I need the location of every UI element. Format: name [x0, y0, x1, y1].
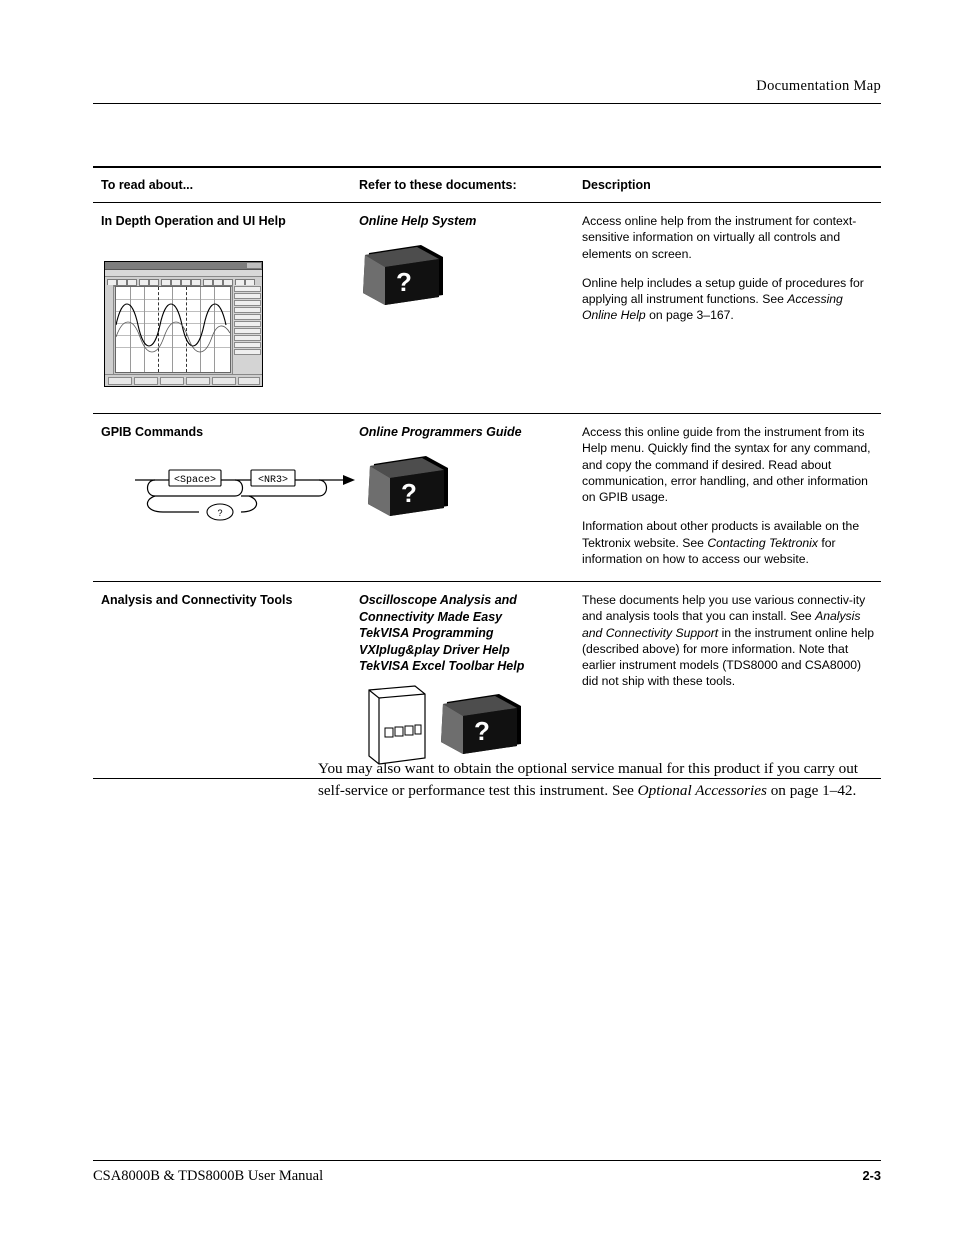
oscilloscope-screenshot: [104, 261, 263, 387]
topic-label: GPIB Commands: [101, 425, 204, 439]
svg-text:?: ?: [217, 508, 223, 518]
svg-text:?: ?: [401, 478, 417, 508]
column-header-documents: Refer to these documents:: [359, 178, 517, 192]
document-title: Oscilloscope Analysis and: [359, 593, 517, 607]
screenshot-body: [105, 285, 262, 374]
description-paragraph: Online help includes a setup guide of procedures for applying all instrument functions. See Accessing Online Help on page 3–167.: [582, 275, 864, 323]
row-description-cell: [582, 213, 877, 324]
screenshot-side-panel: [232, 285, 262, 374]
document-title: TekVISA Programming: [359, 626, 494, 640]
footer-manual-title: CSA8000B & TDS8000B User Manual: [93, 1168, 324, 1184]
document-title: Online Help System: [359, 214, 477, 228]
description-paragraph: Access this online guide from the instrument from its Help menu. Quickly find the syntax for any command, and copy the command if desired. Read about communication, error handling, and other information on GPIB usage.: [582, 425, 871, 505]
closing-paragraph: You may also want to obtain the optional service manual for this product if you carry out self-service or performance test this instrument. See Optional Accessories on page 1–42.: [318, 760, 859, 799]
cross-reference: Accessing Online Help: [582, 292, 843, 323]
documentation-map-table: [93, 166, 881, 779]
table-header-row: [93, 168, 881, 202]
row-description-cell: [582, 592, 877, 690]
footer-page-number: 2-3: [862, 1168, 881, 1183]
table-row: [93, 582, 881, 778]
document-title: Connectivity Made Easy: [359, 609, 503, 624]
row-description-cell: [582, 424, 877, 567]
topic-label: Analysis and Connectivity Tools: [101, 593, 293, 607]
topic-label: In Depth Operation and UI Help: [101, 214, 286, 228]
screenshot-menubar: [105, 270, 262, 277]
row-documents-cell: [359, 424, 574, 508]
gpib-syntax-diagram: [131, 462, 361, 529]
row-documents-cell: [359, 592, 574, 746]
table-row: [93, 203, 881, 413]
row-topic-cell: [101, 213, 356, 229]
column-header-topic: To read about...: [101, 178, 194, 192]
help-book-icon: [359, 243, 447, 310]
cross-reference: Optional Accessories: [637, 781, 767, 799]
help-book-icon: [364, 454, 452, 521]
description-paragraph: Access online help from the instrument for context-sensitive information on virtually all controls and elements on screen.: [582, 214, 857, 261]
screenshot-left-rail: [105, 285, 114, 374]
help-book-icon: [437, 692, 525, 759]
document-title: Online Programmers Guide: [359, 425, 522, 439]
description-paragraph: Information about other products is available on the Tektronix website. See Contacting Tektronix for information on how to access our website.: [582, 519, 860, 567]
column-header-description: Description: [582, 178, 651, 192]
table-row: [93, 414, 881, 581]
cross-reference: Analysis and Connectivity Support: [582, 609, 861, 640]
document-title: TekVISA Excel Toolbar Help: [359, 659, 525, 673]
row-topic-cell: [101, 424, 356, 518]
document-title: VXIplug&play Driver Help: [359, 642, 510, 657]
row-documents-cell: [359, 213, 574, 297]
screenshot-graticule: [115, 286, 231, 373]
description-paragraph: These documents help you use various connectiv-ity and analysis tools that you can install. See Analysis and Connectivity Support in the instrument online help (described above) for more information. Note that earlier instrument models (TDS8000 and CSA8000) did not ship with these tools.: [582, 593, 875, 689]
svg-text:<NR3>: <NR3>: [257, 475, 289, 486]
svg-text:?: ?: [396, 267, 412, 297]
screenshot-statusbar: [105, 374, 262, 386]
svg-text:<Space>: <Space>: [173, 475, 217, 486]
screenshot-titlebar: [105, 262, 262, 270]
row-topic-cell: [101, 592, 356, 608]
running-head: Documentation Map: [756, 78, 881, 94]
header-rule: [93, 103, 881, 104]
svg-text:?: ?: [474, 716, 490, 746]
cross-reference: Contacting Tektronix: [707, 535, 818, 550]
footer-rule: [93, 1160, 881, 1161]
